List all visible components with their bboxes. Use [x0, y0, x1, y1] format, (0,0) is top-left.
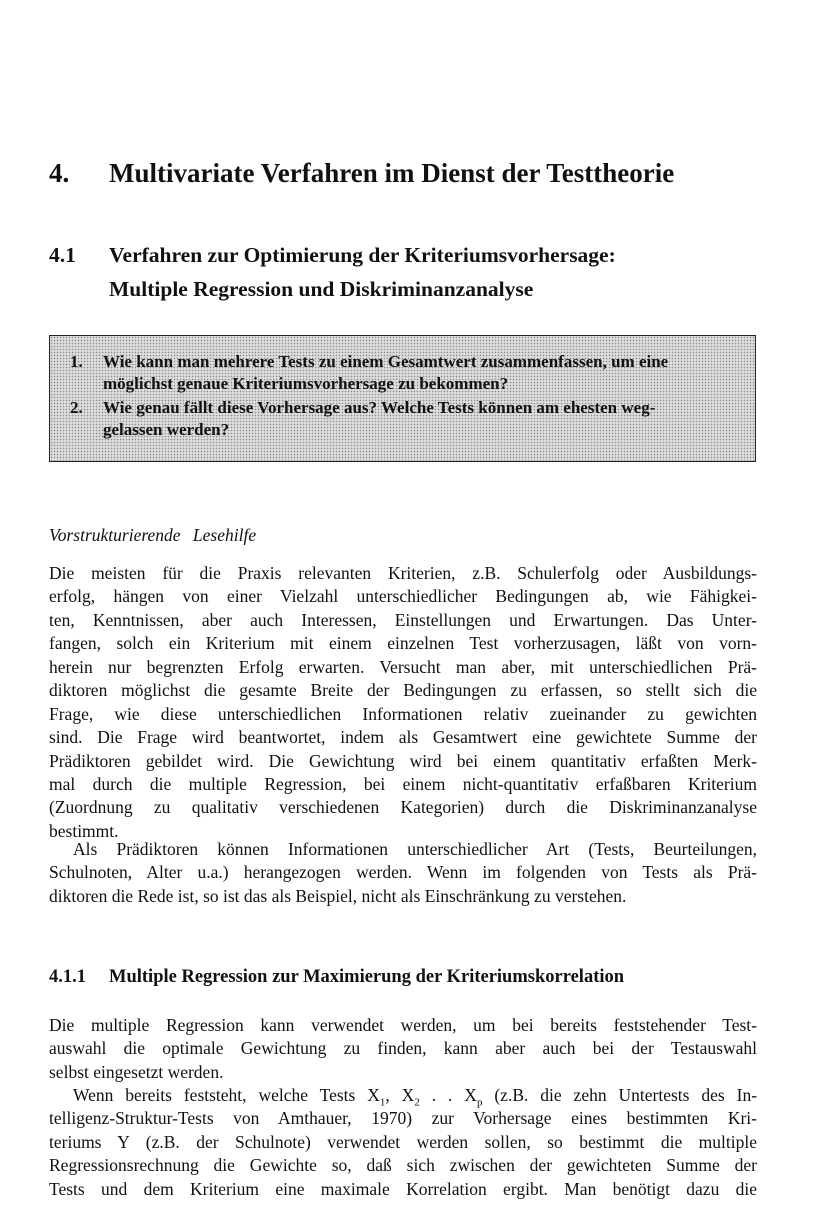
- text-line: selbst eingesetzt werden.: [49, 1061, 224, 1082]
- section-title-line: Verfahren zur Optimierung der Kriteriumsvorhersage:: [109, 243, 616, 267]
- text-line: telligenz-Struktur-Tests von Amthauer, 1970) zur Vorhersage eines bestimmten Kri-: [49, 1108, 757, 1129]
- text-line: Als Prädiktoren können Informationen unterschiedlicher Art (Tests, Beurteilungen,: [73, 839, 757, 859]
- text-line: Regressionsrechnung die Gewichte so, daß sich zwischen der gewichteten Summe der: [49, 1155, 757, 1176]
- section-number: 4.1: [49, 243, 76, 267]
- text-line: diktoren die Rede ist, so ist das als Beispiel, nicht als Einschränkung zu verstehen.: [49, 885, 627, 906]
- text-line: Frage, wie diese unterschiedlichen Informationen relativ zueinander zu gewichten: [49, 703, 757, 724]
- text-line: (Zuordnung zu qualitativ verschiedenen Kategorien) durch die Diskriminanzanalyse: [49, 797, 757, 818]
- guiding-questions-box: [49, 335, 756, 462]
- text-line: Tests und dem Kriterium eine maximale Korrelation ergibt. Man benötigt dazu die: [49, 1178, 757, 1199]
- reading-hint: Vorstrukturierende Lesehilfe: [49, 525, 257, 545]
- text-line: ten, Kenntnissen, aber auch Interessen, Einstellungen und Erwartungen. Das Unter-: [49, 609, 757, 630]
- question-text: [103, 351, 743, 395]
- paragraph-intro: [49, 562, 757, 843]
- text-line: Die meisten für die Praxis relevanten Kriterien, z.B. Schulerfolg oder Ausbildungs-: [49, 563, 757, 583]
- text-fragment: (z.B. die zehn Untertests des In-: [482, 1085, 758, 1105]
- text-line: bestimmt.: [49, 820, 119, 841]
- text-line: mal durch die multiple Regression, bei einem nicht-quantitativ erfaßbaren Kriterium: [49, 773, 757, 794]
- text-line: auswahl die optimale Gewichtung zu finden, kann aber auch bei der Testauswahl: [49, 1038, 757, 1059]
- text-line: Prädiktoren gebildet wird. Die Gewichtung wird bei einem quantitativ erfaßten Merk-: [49, 750, 757, 771]
- text-line: Schulnoten, Alter u.a.) herangezogen werden. Wenn im folgenden von Tests als Prä-: [49, 862, 757, 883]
- text-line: erfolg, hängen von einer Vielzahl unterschiedlicher Bedingungen ab, wie Fähigkei-: [49, 586, 757, 607]
- text-fragment: . . X: [419, 1085, 477, 1105]
- text-fragment: Wenn bereits feststeht, welche Tests X: [73, 1085, 380, 1105]
- subscript: 1: [379, 1096, 386, 1109]
- text-line: Die multiple Regression kann verwendet werden, um bei bereits feststehender Test-: [49, 1015, 757, 1035]
- text-line: sind. Die Frage wird beantwortet, indem als Gesamtwert eine gewichtete Summe der: [49, 727, 757, 748]
- chapter-title: Multivariate Verfahren im Dienst der Testtheorie: [109, 158, 675, 188]
- question-line: gelassen werden?: [103, 420, 230, 439]
- text-fragment: , X: [385, 1085, 415, 1105]
- question-number: 2.: [70, 398, 83, 417]
- section-title: [109, 238, 749, 306]
- question-line: möglichst genaue Kriteriumsvorhersage zu bekommen?: [103, 374, 509, 393]
- section-title-line: Multiple Regression und Diskriminanzanalyse: [109, 277, 534, 301]
- question-number: 1.: [70, 352, 83, 371]
- question-line: Wie kann man mehrere Tests zu einem Gesamtwert zusammenfassen, um eine: [103, 352, 669, 371]
- question-text: [103, 397, 743, 441]
- text-line: herein nur begrenzten Erfolg erwarten. Versucht man aber, mit unterschiedlichen Prä-: [49, 656, 757, 677]
- text-line: fangen, solch ein Kriterium mit einem einzelnen Test vorherzusagen, läßt von vorn-: [49, 633, 757, 654]
- text-line: teriums Y (z.B. der Schulnote) verwendet werden sollen, so bestimmt die multiple: [49, 1131, 757, 1152]
- chapter-number: 4.: [49, 158, 70, 188]
- text-line: [49, 1084, 757, 1107]
- question-line: Wie genau fällt diese Vorhersage aus? Welche Tests können am ehesten weg-: [103, 398, 656, 417]
- paragraph-regression-use: [49, 1014, 757, 1084]
- text-line: diktoren möglichst die gesamte Breite der Bedingungen zu erfassen, so stellt sich die: [49, 680, 757, 701]
- subscript: p: [476, 1096, 483, 1109]
- subsection-number: 4.1.1: [49, 967, 86, 987]
- paragraph-predictors: [49, 838, 757, 908]
- subsection-title: Multiple Regression zur Maximierung der Kriteriumskorrelation: [109, 967, 625, 987]
- subscript: 2: [414, 1096, 420, 1109]
- paragraph-regression-weights: [49, 1084, 757, 1201]
